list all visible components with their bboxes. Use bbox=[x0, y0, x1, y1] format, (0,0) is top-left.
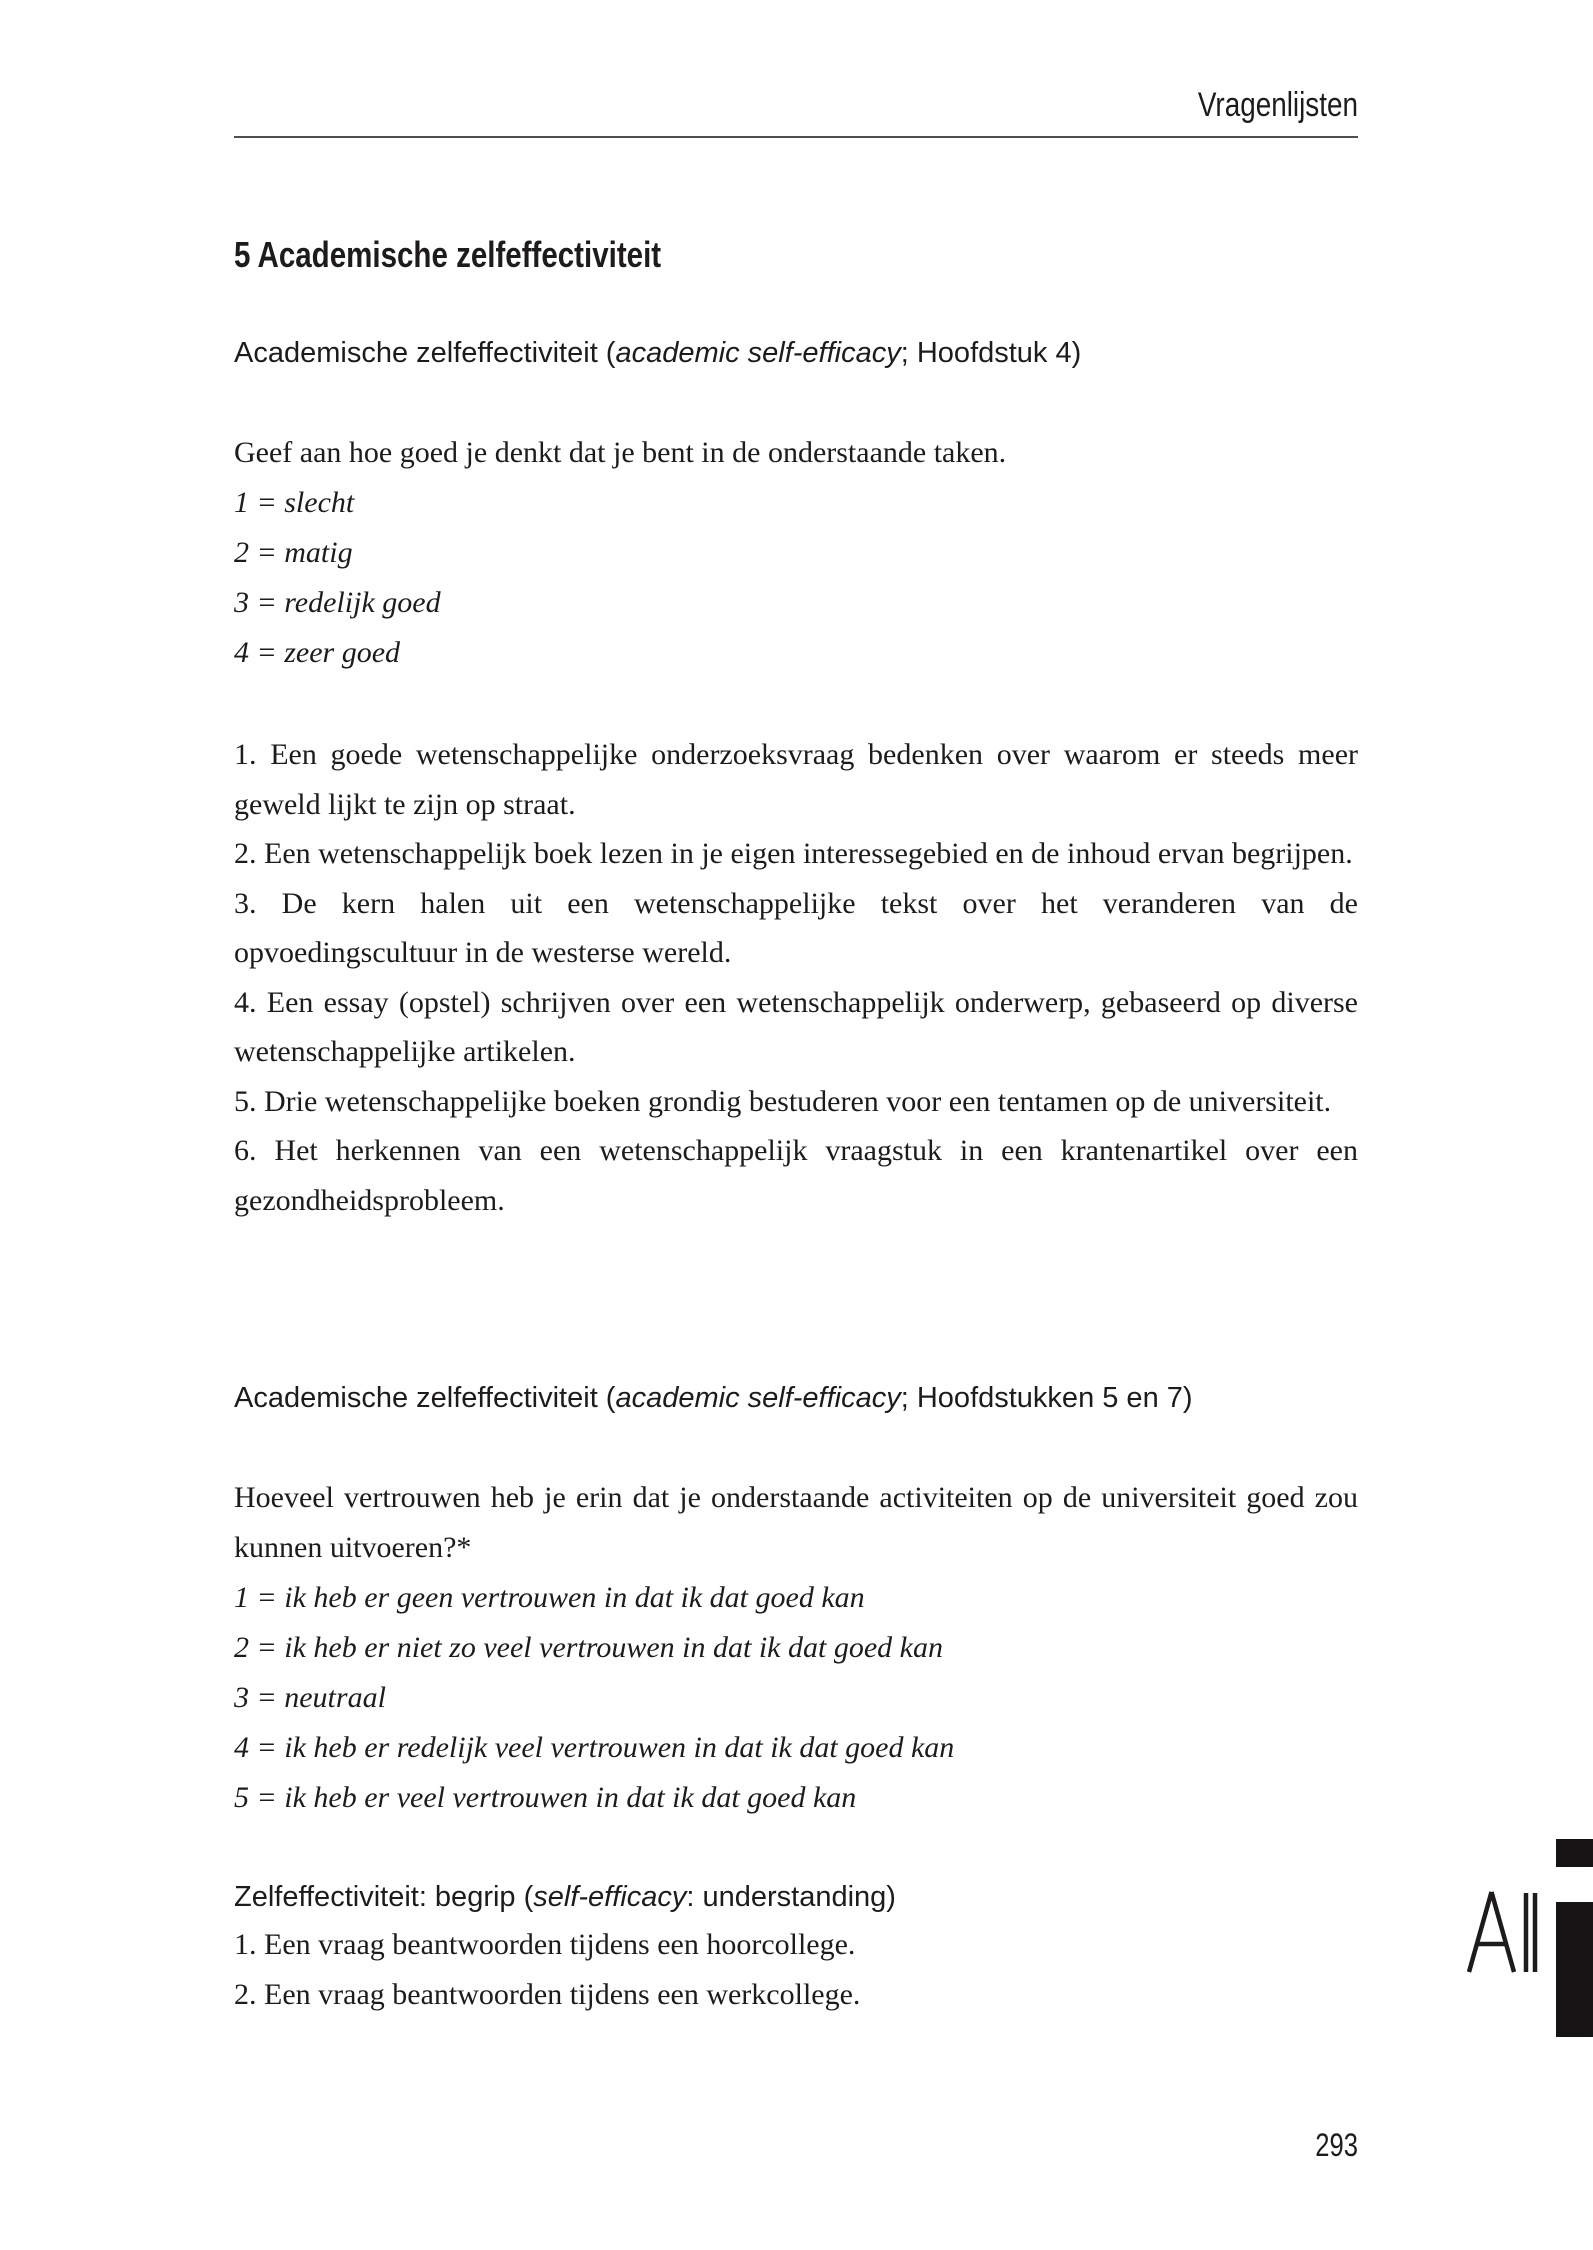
q2-scale-line: 5 = ik heb er veel vertrouwen in dat ik dat goed kan bbox=[234, 1781, 857, 1814]
running-head: Vragenlijsten bbox=[1197, 86, 1358, 124]
q2-scale-line: 2 = ik heb er niet zo veel vertrouwen in dat ik dat goed kan bbox=[234, 1631, 943, 1664]
q2-heading-pre: Academische zelfeffectiviteit ( bbox=[234, 1382, 616, 1414]
q3-heading-post: : understanding) bbox=[686, 1881, 896, 1913]
q1-item: 4. Een essay (opstel) schrijven over een wetenschappelijk onderwerp, gebaseerd op diverse wetenschappelijke artikelen. bbox=[234, 985, 1358, 1068]
edge-mark-letter-A bbox=[1469, 1892, 1514, 1972]
edge-mark-letters-ll bbox=[1526, 1893, 1535, 1972]
q1-heading-post: ; Hoofdstuk 4) bbox=[900, 337, 1082, 369]
q1-scale-line: 1 = slecht bbox=[234, 486, 355, 519]
q1-item: 1. Een goede wetenschappelijke onderzoeksvraag bedenken over waarom er steeds meer geweld lijkt te zijn op straat. bbox=[234, 738, 1358, 821]
section-title: 5 Academische zelfeffectiviteit bbox=[234, 234, 662, 275]
q2-scale-line: 1 = ik heb er geen vertrouwen in dat ik dat goed kan bbox=[234, 1581, 865, 1614]
q1-items-block bbox=[234, 730, 1358, 1225]
q3-heading-pre: Zelfeffectiviteit: begrip ( bbox=[234, 1881, 534, 1913]
q3-item: 2. Een vraag beantwoorden tijdens een werkcollege. bbox=[234, 1978, 861, 2011]
edge-tab-large bbox=[1556, 1902, 1593, 2037]
q2-scale-line: 4 = ik heb er redelijk veel vertrouwen in dat ik dat goed kan bbox=[234, 1731, 955, 1764]
edge-tab-small bbox=[1556, 1839, 1593, 1867]
q2-instruction: Hoeveel vertrouwen heb je erin dat je onderstaande activiteiten op de universiteit goed zou kunnen uitvoeren?* bbox=[234, 1481, 1358, 1564]
q2-heading-post: ; Hoofdstukken 5 en 7) bbox=[900, 1382, 1193, 1414]
q1-scale-line: 2 = matig bbox=[234, 536, 353, 569]
q1-scale-line: 4 = zeer goed bbox=[234, 636, 401, 669]
q1-item: 6. Het herkennen van een wetenschappelijk vraagstuk in een krantenartikel over een gezondheidsprobleem. bbox=[234, 1134, 1358, 1217]
edge-mark-text bbox=[1460, 1885, 1545, 1980]
q1-heading-italic: academic self-efficacy bbox=[615, 337, 901, 369]
q1-item: 2. Een wetenschappelijk boek lezen in je eigen interessegebied en de inhoud ervan begrijpen. bbox=[234, 837, 1353, 870]
q1-heading-pre: Academische zelfeffectiviteit ( bbox=[234, 337, 616, 369]
questionnaire2-heading bbox=[234, 1374, 1358, 1422]
q2-heading-italic: academic self-efficacy bbox=[615, 1382, 901, 1414]
questionnaire1-heading bbox=[234, 329, 1358, 377]
q1-scale-line: 3 = redelijk goed bbox=[234, 586, 441, 619]
q3-heading-italic: self-efficacy bbox=[533, 1881, 687, 1913]
q2-scale-line: 3 = neutraal bbox=[234, 1681, 386, 1714]
q3-items-block bbox=[234, 1920, 1358, 2020]
q1-instruction: Geef aan hoe goed je denkt dat je bent in de onderstaande taken. bbox=[234, 436, 1007, 469]
header-rule bbox=[234, 136, 1358, 138]
questionnaire3-heading bbox=[234, 1873, 1358, 1921]
q3-item: 1. Een vraag beantwoorden tijdens een hoorcollege. bbox=[234, 1928, 856, 1961]
q1-item: 3. De kern halen uit een wetenschappelijke tekst over het veranderen van de opvoedingscultuur in de westerse wereld. bbox=[234, 886, 1358, 969]
q1-instruction-block bbox=[234, 428, 1358, 678]
q2-instruction-block bbox=[234, 1473, 1358, 1823]
page-number: 293 bbox=[1315, 2127, 1358, 2163]
q1-item: 5. Drie wetenschappelijke boeken grondig bestuderen voor een tentamen op de universiteit. bbox=[234, 1084, 1332, 1118]
